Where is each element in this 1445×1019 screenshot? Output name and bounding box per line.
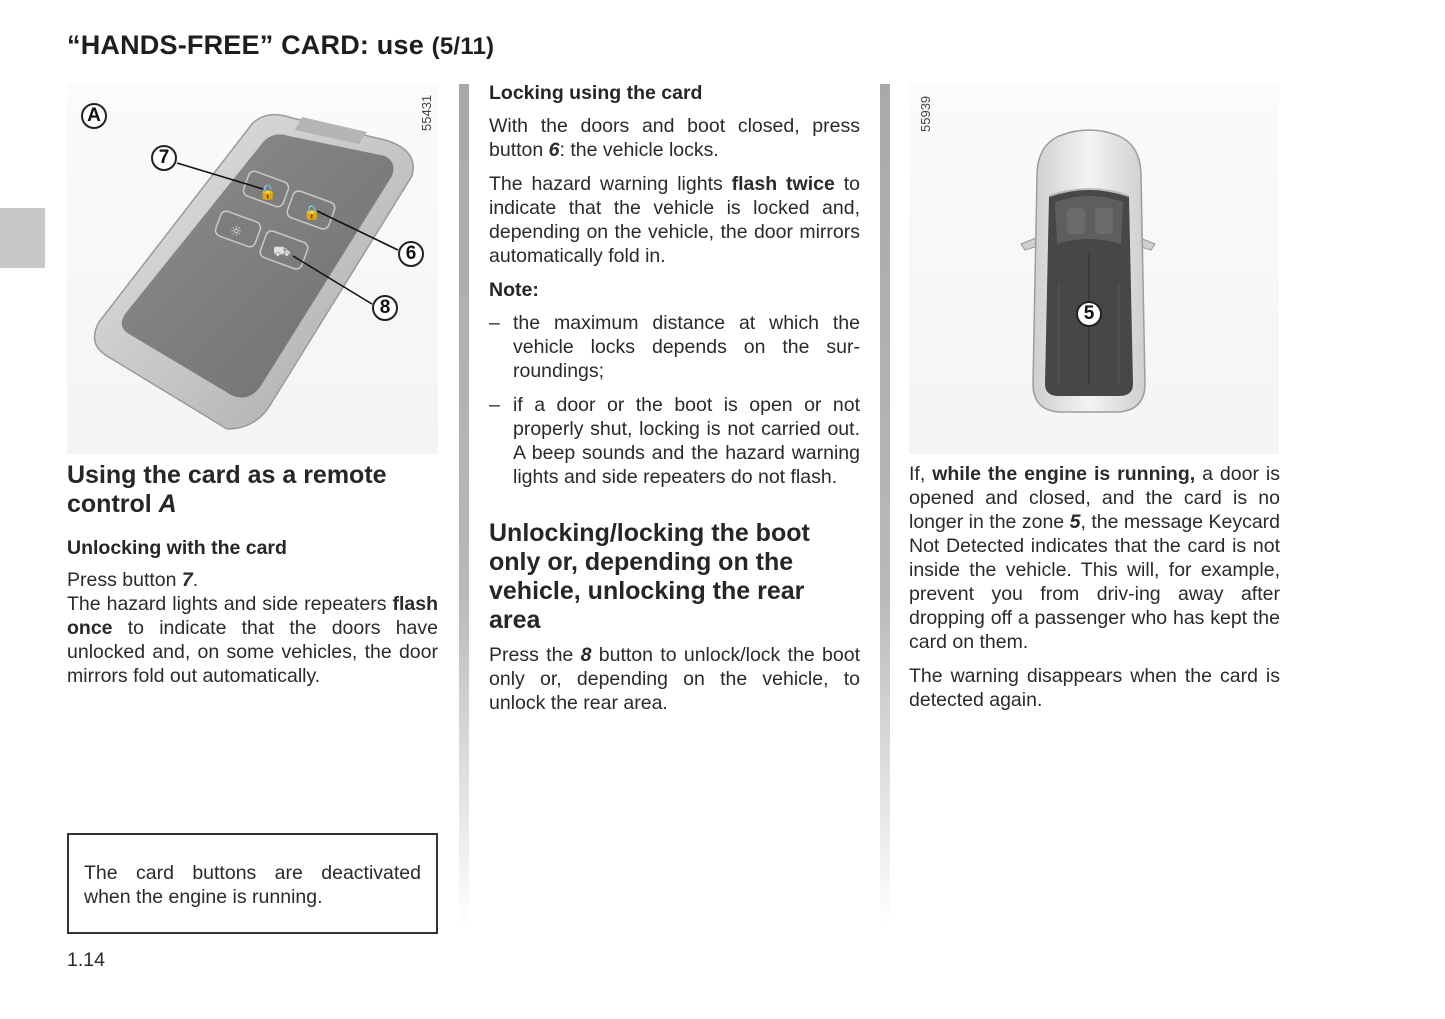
lights-text-2: to indicate that the doors have unlocked and, on some vehicles, the door mirrors fold out automatically. [67,617,438,687]
page-title-main: “HANDS-FREE” CARD: use [67,30,424,60]
page-title-suffix: (5/11) [431,33,495,60]
dash: – [489,312,500,334]
button-ref-6: 6 [548,139,560,161]
button-ref-7: 7 [181,569,193,591]
column-3-text [909,462,1280,722]
callout-text: The card buttons are deactivated when the engine is running. [84,862,421,908]
figure-code: 55431 [419,94,434,131]
boot-p-suffix: button to unlock/lock the boot only or, depending on the vehicle, to unlock the rear area. [489,644,860,714]
warning-disappears-paragraph: The warning disappears when the card is detected again. [909,665,1280,711]
p1-text: If, [909,463,933,485]
label-zone-5: 5 [1076,301,1102,327]
lock-p1-text: With the doors and boot closed, press button [489,115,860,161]
column-2-text [489,81,860,725]
page-title [67,30,494,61]
section-heading-remote [67,461,438,519]
p1-mid-text: a door is opened and closed, and the card is no longer in the zone [909,463,1280,533]
car-zone-illustration [909,84,1279,454]
flash-twice-text: flash twice [731,173,835,195]
keycard-warning-paragraph [909,462,1280,654]
key-card-drawing [67,84,438,454]
p1-suffix-text: , the message Keycard Not Detected indicates that the card is not inside the vehicle. This will, for example, prevent you from driv-ing away after dropping off a passenger who has kept the card on them. [909,511,1280,653]
note-list [489,311,860,489]
column-1-text [67,461,438,688]
zone-ref-5: 5 [1069,511,1081,533]
lock-paragraph-2 [489,172,860,268]
lock-p1-suffix: : the vehicle locks. [559,139,719,161]
flash-once-text: flash once [67,593,438,639]
label-button-6: 6 [398,241,424,267]
label-button-8: 8 [372,295,398,321]
engine-running-callout [67,833,438,934]
heading-line-2: control [67,490,159,518]
label-button-7: 7 [151,145,177,171]
column-divider-left [459,84,469,926]
press-suffix: . [192,569,199,591]
boot-p-text: Press the [489,644,581,666]
column-divider-right [880,84,890,926]
heading-remote-letter: A [158,490,177,518]
lock-p2-text: The hazard warning lights [489,173,732,195]
lock-p2-suffix: to indicate that the vehicle is locked and, depending on the vehicle, the door mirrors automatically fold in. [489,173,860,267]
figure-code: 55939 [918,95,933,132]
lights-text: The hazard lights and side repeaters [67,593,393,615]
unlock-paragraph [67,568,438,688]
svg-text:🔒: 🔒 [303,205,321,221]
car-top-view-drawing [909,84,1279,454]
heading-line-1: Using the card as a remote [67,461,387,489]
note-item [489,311,860,383]
press-text: Press button [67,569,182,591]
dash: – [489,394,500,416]
note-1-text: the maximum distance at which the vehicle locks depends on the sur-roundings; [513,312,860,382]
engine-running-text: while the engine is running, [932,463,1196,485]
page-number: 1.14 [67,949,105,971]
note-2-text: if a door or the boot is open or not properly shut, locking is not carried out. A beep sounds and the hazard warning lights and side repeaters do not flash. [513,394,860,488]
section-side-tab [0,208,45,268]
svg-text:🔓: 🔓 [259,185,277,201]
lock-paragraph-1 [489,114,860,162]
label-a: A [81,103,107,129]
boot-heading: Unlocking/locking the boot only or, depending on the vehicle, unlocking the rear area [489,519,810,634]
unlock-heading: Unlocking with the card [67,537,287,559]
svg-text:☼: ☼ [230,224,243,240]
lock-heading: Locking using the card [489,82,703,104]
note-heading: Note: [489,279,539,301]
note-item [489,393,860,489]
svg-text:⛟: ⛟ [273,244,291,260]
button-ref-8: 8 [580,644,592,666]
card-illustration [67,84,438,454]
boot-paragraph [489,643,860,715]
